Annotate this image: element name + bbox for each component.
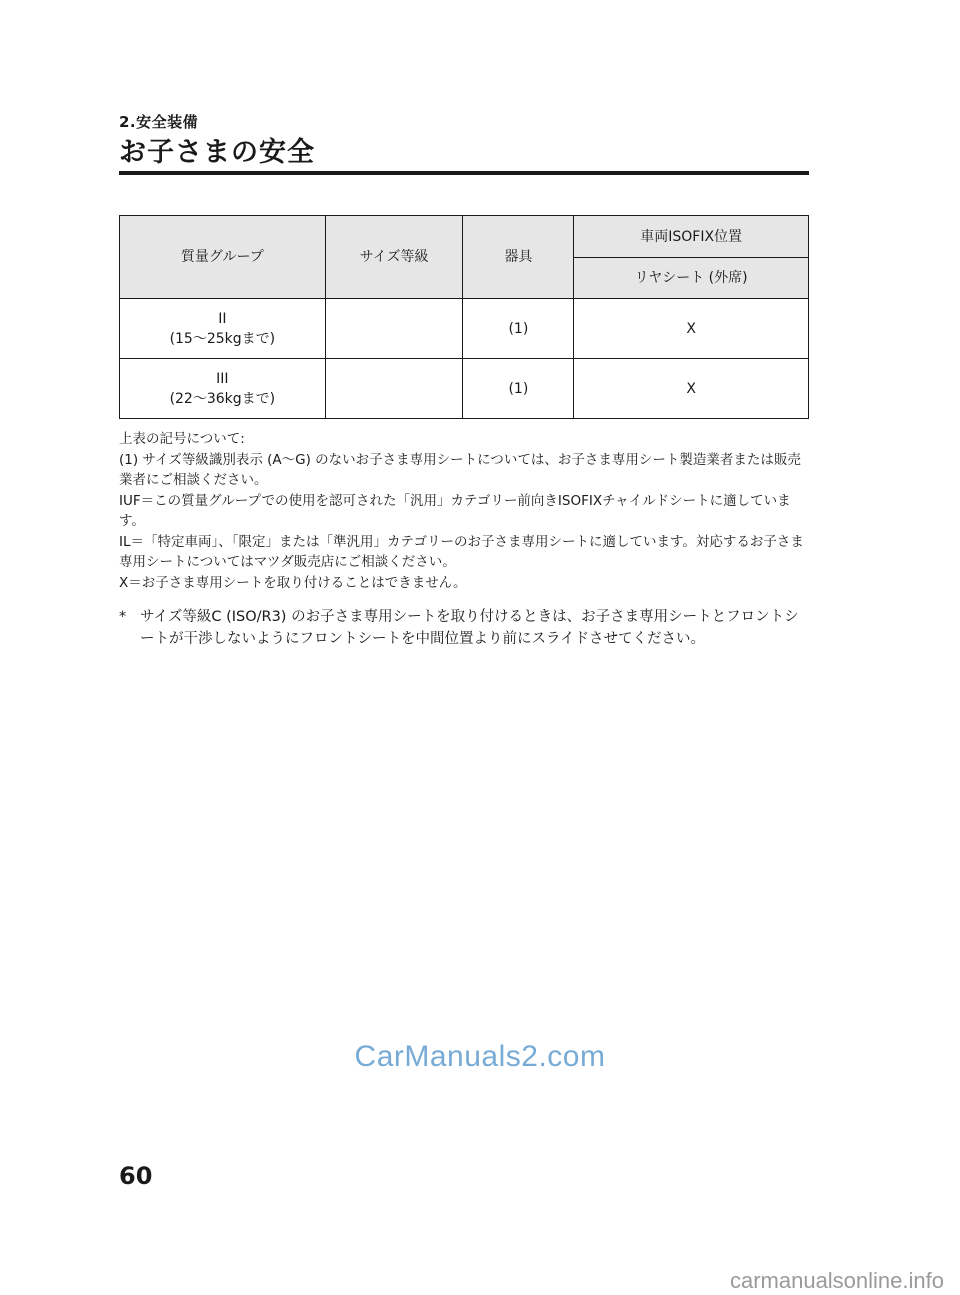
site-watermark: carmanualsonline.info: [729, 1268, 944, 1293]
table-header-row: [120, 216, 809, 258]
size-class-cell: [325, 359, 463, 419]
legend-note-il: IL＝「特定車両」、「限定」または「準汎用」カテゴリーのお子さま専用シートに適しています。対応するお子さま専用シートについてはマツダ販売店にご相談ください。: [119, 533, 804, 570]
header-size-class: サイズ等級: [325, 216, 463, 299]
mass-group-label: III: [216, 370, 229, 387]
carmanuals-watermark: CarManuals2.com: [354, 1040, 606, 1073]
header-isofix-position: 車両ISOFIX位置: [574, 216, 809, 258]
page-title: お子さまの安全: [119, 137, 315, 168]
isofix-seat-table: [119, 215, 809, 419]
footnote: [119, 607, 809, 650]
legend-heading: 上表の記号について:: [119, 431, 245, 447]
mass-group-cell: [120, 299, 326, 359]
legend-note-iuf: IUF＝この質量グループでの使用を認可された「汎用」カテゴリー前向きISOFIXチャイルドシートに適しています。: [119, 492, 791, 529]
rear-seat-cell: X: [574, 299, 809, 359]
header-mass-group: 質量グループ: [120, 216, 326, 299]
rear-seat-cell: X: [574, 359, 809, 419]
legend-note-x: X＝お子さま専用シートを取り付けることはできません。: [119, 574, 467, 591]
mass-range-label: (22～36kgまで): [169, 390, 276, 407]
mass-range-label: (15～25kgまで): [169, 330, 276, 347]
section-label: 2.安全装備: [119, 113, 199, 131]
legend-note-1: (1) サイズ等級識別表示 (A～G) のないお子さま専用シートについては、お子さま専用シート製造業者または販売業者にご相談ください。: [119, 451, 801, 488]
footnote-text: サイズ等級C (ISO/R3) のお子さま専用シートを取り付けるときは、お子さま専用シートとフロントシートが干渉しないようにフロントシートを中間位置より前にスライドさせてください。: [140, 609, 799, 647]
fixture-cell: (1): [463, 299, 574, 359]
fixture-cell: (1): [463, 359, 574, 419]
table-row: [120, 299, 809, 359]
header-fixture: 器具: [463, 216, 574, 299]
size-class-cell: [325, 299, 463, 359]
table-legend-notes: [119, 429, 809, 593]
header-rear-seat: リヤシート (外席): [574, 258, 809, 299]
page-number: 60: [119, 1162, 153, 1190]
mass-group-cell: [120, 359, 326, 419]
title-divider: [119, 171, 809, 175]
footnote-asterisk: *: [119, 609, 127, 625]
mass-group-label: II: [218, 310, 227, 327]
table-row: [120, 359, 809, 419]
